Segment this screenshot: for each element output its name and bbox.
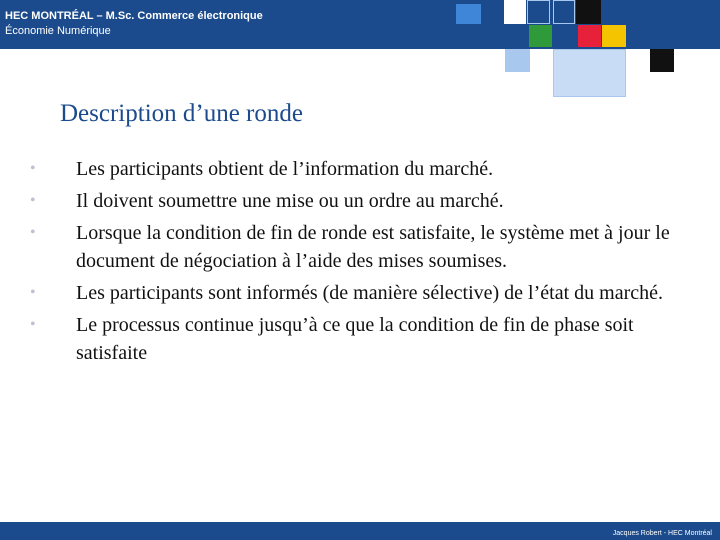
bullet-icon: • (30, 316, 36, 333)
bullet-list (30, 155, 690, 371)
bullet-text: Lorsque la condition de fin de ronde est satisfaite, le système met à jour le document de négociation à l’aide des mises soumises. (76, 222, 670, 272)
bullet-icon: • (30, 284, 36, 301)
header-text (5, 9, 263, 39)
deco-square-outline (527, 0, 550, 24)
course-title: Économie Numérique (5, 25, 111, 37)
bullet-text: Les participants sont informés (de manière sélective) de l’état du marché. (76, 282, 663, 304)
bullet-icon: • (30, 192, 36, 209)
footer-credit: Jacques Robert - HEC Montréal (612, 530, 712, 537)
slide-title: Description d’une ronde (60, 100, 303, 127)
bullet-text: Les participants obtient de l’information du marché. (76, 158, 494, 180)
deco-square-pale-large (553, 49, 626, 97)
program-title: HEC MONTRÉAL – M.Sc. Commerce électronique (5, 10, 263, 22)
deco-square-light-1 (505, 49, 530, 72)
deco-square-blue (456, 4, 481, 24)
bullet-item (30, 155, 690, 183)
bullet-text: Le processus continue jusqu’à ce que la condition de fin de phase soit satisfaite (76, 314, 634, 364)
deco-square-yellow (602, 25, 626, 47)
deco-square-outline-2 (553, 0, 575, 24)
bullet-icon: • (30, 160, 36, 177)
deco-square-white (504, 0, 526, 24)
bullet-icon: • (30, 224, 36, 241)
bullet-item (30, 219, 690, 275)
bullet-item (30, 187, 690, 215)
deco-square-black-2 (650, 49, 674, 72)
deco-square-green (529, 25, 552, 47)
bullet-item (30, 279, 690, 307)
bullet-item (30, 311, 690, 367)
deco-square-black (576, 0, 601, 24)
deco-square-red (578, 25, 601, 47)
bullet-text: Il doivent soumettre une mise ou un ordre au marché. (76, 190, 504, 212)
